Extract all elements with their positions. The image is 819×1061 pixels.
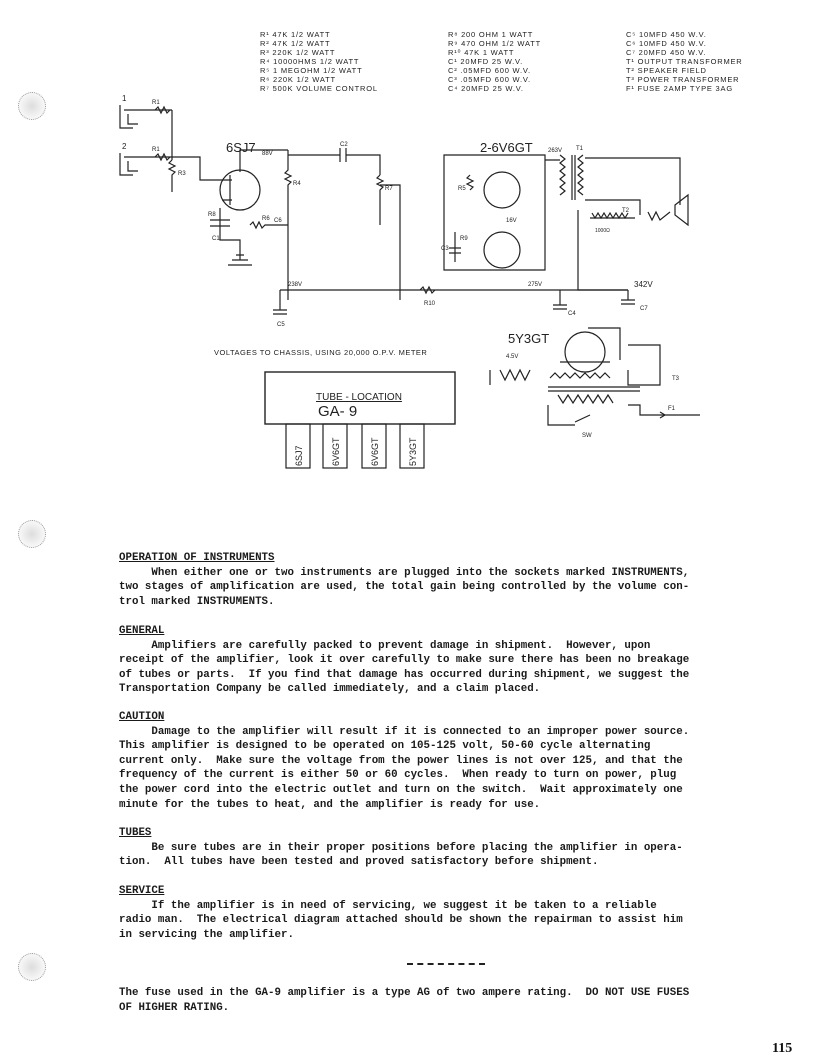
section-heading: GENERAL [119,625,165,637]
paragraph-line: The fuse used in the GA-9 amplifier is a type AG of two ampere rating. DO NOT USE FUSES [119,987,690,999]
label-sw: SW [582,433,592,439]
label-r1: R1 [152,100,160,106]
paragraph-line: OF HIGHER RATING. [119,1001,230,1014]
wire [588,328,620,360]
tube-6v6gt [484,232,520,268]
paragraph-line: receipt of the amplifier, look it over carefully to make sure there has been no breakage [119,654,690,667]
wire [628,345,660,385]
section-operation [119,551,759,609]
part-entry: R³ 220K 1/2 WATT [260,48,336,57]
voltage-note: VOLTAGES TO CHASSIS, USING 20,000 O.P.V. METER [214,348,428,357]
section-tubes [119,826,759,870]
part-entry: R¹ 47K 1/2 WATT [260,30,331,39]
part-entry: C⁵ 10MFD 450 W.V. [626,30,707,39]
paragraph-line: minute for the tubes to heat, and the amplifier is ready for use. [119,798,541,811]
paragraph-line: When either one or two instruments are plugged into the sockets marked INSTRUMENTS, [119,566,690,579]
part-entry: C⁴ 20MFD 25 W.V. [448,84,524,93]
part-entry: R⁴ 10000HMS 1/2 WATT [260,57,360,66]
part-entry: T¹ OUTPUT TRANSFORMER [626,57,743,66]
paragraph-line: trol marked INSTRUMENTS. [119,595,275,608]
part-entry: R⁷ 500K VOLUME CONTROL [260,84,378,93]
wire [578,210,628,290]
part-entry: T² SPEAKER FIELD [626,66,707,75]
paragraph-line: This amplifier is designed to be operated on 105-125 volt, 50-60 cycle alternating [119,740,651,753]
label-t1: T1 [576,146,584,152]
voltage-label: 275V [528,282,543,288]
wire [380,185,400,300]
voltage-label: 88V [262,151,273,157]
fuse-note [119,986,759,1015]
tube-6sj7 [220,170,260,210]
section-service [119,884,759,942]
transformer-core [572,155,575,200]
tube-socket-label: 6V6GT [370,437,380,466]
tube-socket-label: 6SJ7 [294,445,304,466]
paragraph-line: Damage to the amplifier will result if it is connected to an improper power source. [119,725,690,738]
paragraph-line: current only. Make sure the voltage from the power lines is not over 125, and that the [119,754,683,767]
resistance-label: 1000Ω [595,228,610,234]
part-entry: R¹⁰ 47K 1 WATT [448,48,515,57]
tube-6v6gt [484,172,520,208]
paragraph-line: frequency of the current is either 50 or 60 cycles. When ready to turn on power, plug [119,769,677,782]
part-entry: C² .05MFD 600 W.V. [448,66,531,75]
paragraph-line: If the amplifier is in need of servicing, we suggest it be taken to a reliable [119,899,657,912]
speaker-coil [648,212,670,220]
part-entry: F¹ FUSE 2AMP TYPE 3AG [626,84,733,93]
section-heading: SERVICE [119,885,165,897]
section-caution [119,710,759,812]
label-c2: C2 [340,142,348,148]
input-label: 2 [122,142,127,151]
voltage-label: 263V [548,148,563,154]
label-r9: R9 [460,236,468,242]
voltage-label: 238V [288,282,303,288]
capacitor-c2 [288,148,380,175]
paragraph-line: the power cord into the electric outlet and turn on the switch. Wait approximately one [119,783,683,796]
separator-line [407,963,485,965]
label-c3: C3 [441,246,449,252]
label-r5: R5 [458,186,466,192]
paragraph-line: in servicing the amplifier. [119,928,294,941]
part-entry: T³ POWER TRANSFORMER [626,75,740,84]
tube-socket-label: 6V6GT [331,437,341,466]
part-entry: C⁶ 10MFD 450 W.V. [626,39,707,48]
label-f1: F1 [668,406,676,412]
label-c7: C7 [640,306,648,312]
label-c4: C4 [568,311,576,317]
label-c6: C6 [274,218,282,224]
wire [548,405,700,425]
wire [585,158,680,215]
heater-winding [490,370,530,385]
label-6sj7: 6SJ7 [226,140,256,155]
label-c5: C5 [277,322,285,328]
part-entry: C⁷ 20MFD 450 W.V. [626,48,707,57]
label-r6: R6 [262,216,270,222]
paragraph-line: Amplifiers are carefully packed to prevent damage in shipment. However, upon [119,639,651,652]
part-entry: R⁶ 220K 1/2 WATT [260,75,336,84]
tube-location-model: GA- 9 [318,403,358,420]
voltage-label: 342V [634,280,653,289]
label-r7: R7 [385,186,393,192]
section-general [119,624,759,697]
input-jack-2 [120,153,172,175]
section-heading: CAUTION [119,711,165,723]
section-heading: OPERATION OF INSTRUMENTS [119,552,275,564]
part-entry: R⁵ 1 MEGOHM 1/2 WATT [260,66,363,75]
paragraph-line: of tubes or parts. If you find that damage has occurred during shipment, we suggest the [119,668,690,681]
voltage-label: 4.5V [506,354,519,360]
page-number: 115 [772,1041,793,1056]
paragraph-line: Transportation Company be called immediately, and a claim placed. [119,683,541,696]
hv-winding [550,373,610,378]
tube-location-title: TUBE - LOCATION [316,392,402,403]
part-entry: R² 47K 1/2 WATT [260,39,331,48]
capacitor-c5 [273,290,287,314]
label-r8: R8 [208,212,216,218]
tube-location-diagram [265,372,455,468]
capacitor-c7 [621,290,635,304]
transformer-t1-secondary [578,155,583,195]
label-t3: T3 [672,376,680,382]
label-r10: R10 [424,301,436,307]
label-r1: R1 [152,147,160,153]
transformer-t1 [545,155,565,195]
paragraph-line: two stages of amplification are used, the total gain being controlled by the volume con- [119,581,690,594]
resistor-r7 [377,175,383,225]
resistor-r5 [467,175,473,190]
paragraph-line: tion. All tubes have been tested and proved satisfactory before shipment. [119,856,599,869]
tube-5y3gt [565,332,605,372]
label-6v6gt: 2-6V6GT [480,140,533,155]
section-heading: TUBES [119,827,152,839]
transformer-core [548,387,640,391]
label-r3: R3 [178,171,186,177]
capacitor-c4 [553,290,567,309]
input-label: 1 [122,94,127,103]
part-entry: R⁸ 200 OHM 1 WATT [448,30,534,39]
paragraph-line: radio man. The electrical diagram attached should be shown the repairman to assist him [119,914,683,927]
switch [575,415,590,422]
part-entry: R⁹ 470 OHM 1/2 WATT [448,39,542,48]
label-c1: C1 [212,236,220,242]
tube-socket-label: 5Y3GT [408,437,418,466]
part-entry: C³ .05MFD 600 W.V. [448,75,531,84]
part-entry: C¹ 20MFD 25 W.V. [448,57,524,66]
label-r4: R4 [293,181,301,187]
primary-winding [558,395,613,403]
label-t2: T2 [622,208,630,214]
paragraph-line: Be sure tubes are in their proper positions before placing the amplifier in opera- [119,841,683,854]
label-5y3gt: 5Y3GT [508,331,550,346]
speaker-icon [675,195,688,225]
resistor-r6 [250,222,288,228]
voltage-label: 16V [506,218,517,224]
resistor-r3 [169,160,175,192]
